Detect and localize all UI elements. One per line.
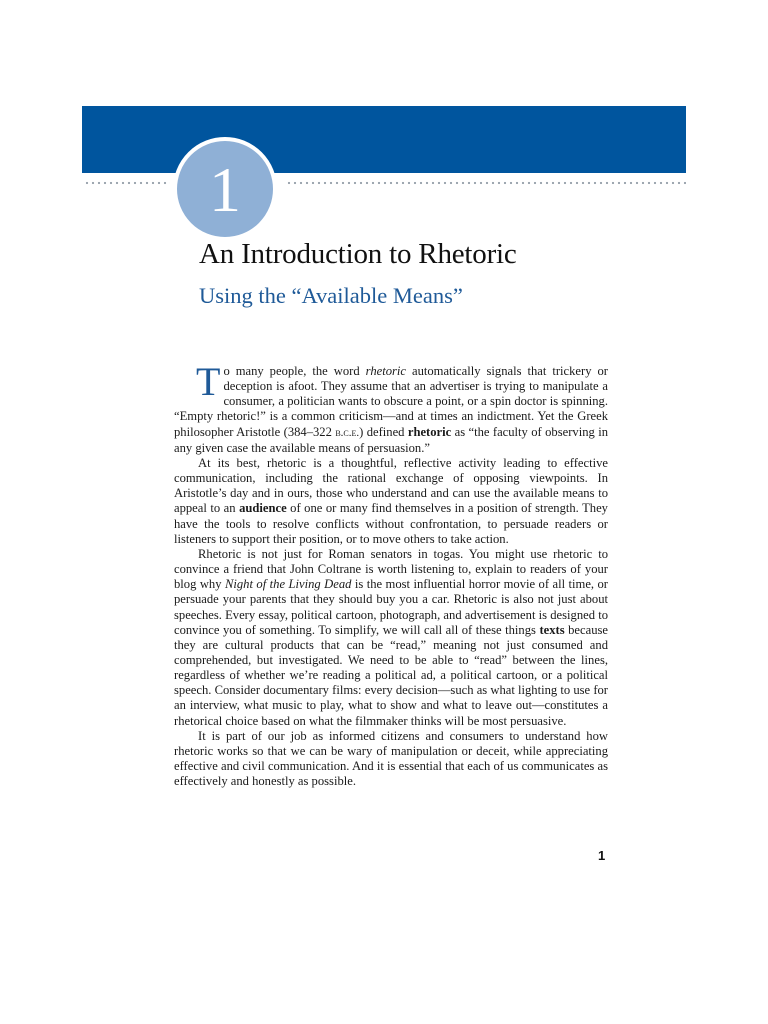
- text-run: automatically signals that trickery or deception is afoot. They assume that an advertiser is trying to manipulate a consumer, a politician wants to obscure a point, or a spin doctor is spinning. “Empty rhetoric!” is a common criticism—and at times an indictment. Yet the Greek philosopher Aristotle (384–322: [174, 364, 608, 439]
- chapter-header-band: [82, 106, 686, 173]
- key-term: rhetoric: [407, 424, 452, 439]
- text-run: o many people, the word: [223, 364, 366, 378]
- key-term: audience: [239, 501, 287, 516]
- body-paragraph: [174, 547, 608, 729]
- body-paragraph: [174, 729, 608, 790]
- body-paragraph: [174, 456, 608, 547]
- body-text: [174, 359, 609, 789]
- body-paragraph: [174, 359, 608, 456]
- text-run: At its best, rhetoric is a thoughtful, reflective activity leading to effective communication, including the rational exchange of opposing viewpoints. In Aristotle’s day and in ours, those who understand and can use the available means to appeal to an: [174, 455, 608, 516]
- chapter-number: 1: [209, 154, 241, 225]
- emphasis-text: rhetoric: [365, 364, 406, 378]
- dotted-rule-left: [84, 181, 170, 185]
- dotted-rule-right: [286, 181, 686, 185]
- text-run: of one or many find themselves in a position of strength. They have the tools to resolve conflicts without confrontation, to persuade readers or listeners to support their position, or to move others to take action.: [174, 501, 608, 546]
- text-run: It is part of our job as informed citizens and consumers to understand how rhetoric works so that we can be wary of manipulation or deceit, while appreciating effective and civil communication. And it is essential that each of us communicates as effectively and honestly as possible.: [174, 728, 608, 789]
- chapter-subtitle: Using the “Available Means”: [199, 283, 463, 308]
- text-run: b.c.e.: [335, 426, 360, 439]
- emphasis-text: Night of the Living Dead: [224, 577, 352, 592]
- drop-cap: T: [196, 359, 221, 404]
- text-run: as “the faculty of observing in any given case the available means of persuasion.”: [174, 424, 608, 455]
- text-run: is the most influential horror movie of all time, or persuade your parents that they should buy you a car. Rhetoric is also not just about speeches. Every essay, political cartoon, photograph, and advertisement is designed to convince you of something. To simplify, we will call all of these things: [174, 577, 609, 637]
- chapter-title: An Introduction to Rhetoric: [199, 238, 517, 270]
- page-number: 1: [598, 848, 606, 863]
- text-run: because they are cultural products that can be “read,” meaning not just consumed and comprehended, but investigated. We need to be able to “read” between the lines, regardless of whether we’re reading a political ad, a political cartoon, or a political speech. Consider documentary films: every decision—such as what lighting to use for an interview, what music to play, what to show and what to leave out—constitutes a rhetorical choice based on what the filmmaker thinks will be most persuasive.: [174, 622, 608, 728]
- chapter-number-badge: [173, 137, 277, 241]
- text-run: Rhetoric is not just for Roman senators in togas. You might use rhetoric to convince a friend that John Coltrane is worth listening to, explain to readers of your blog why: [174, 546, 608, 592]
- key-term: texts: [539, 622, 565, 637]
- text-run: ) defined: [359, 424, 408, 439]
